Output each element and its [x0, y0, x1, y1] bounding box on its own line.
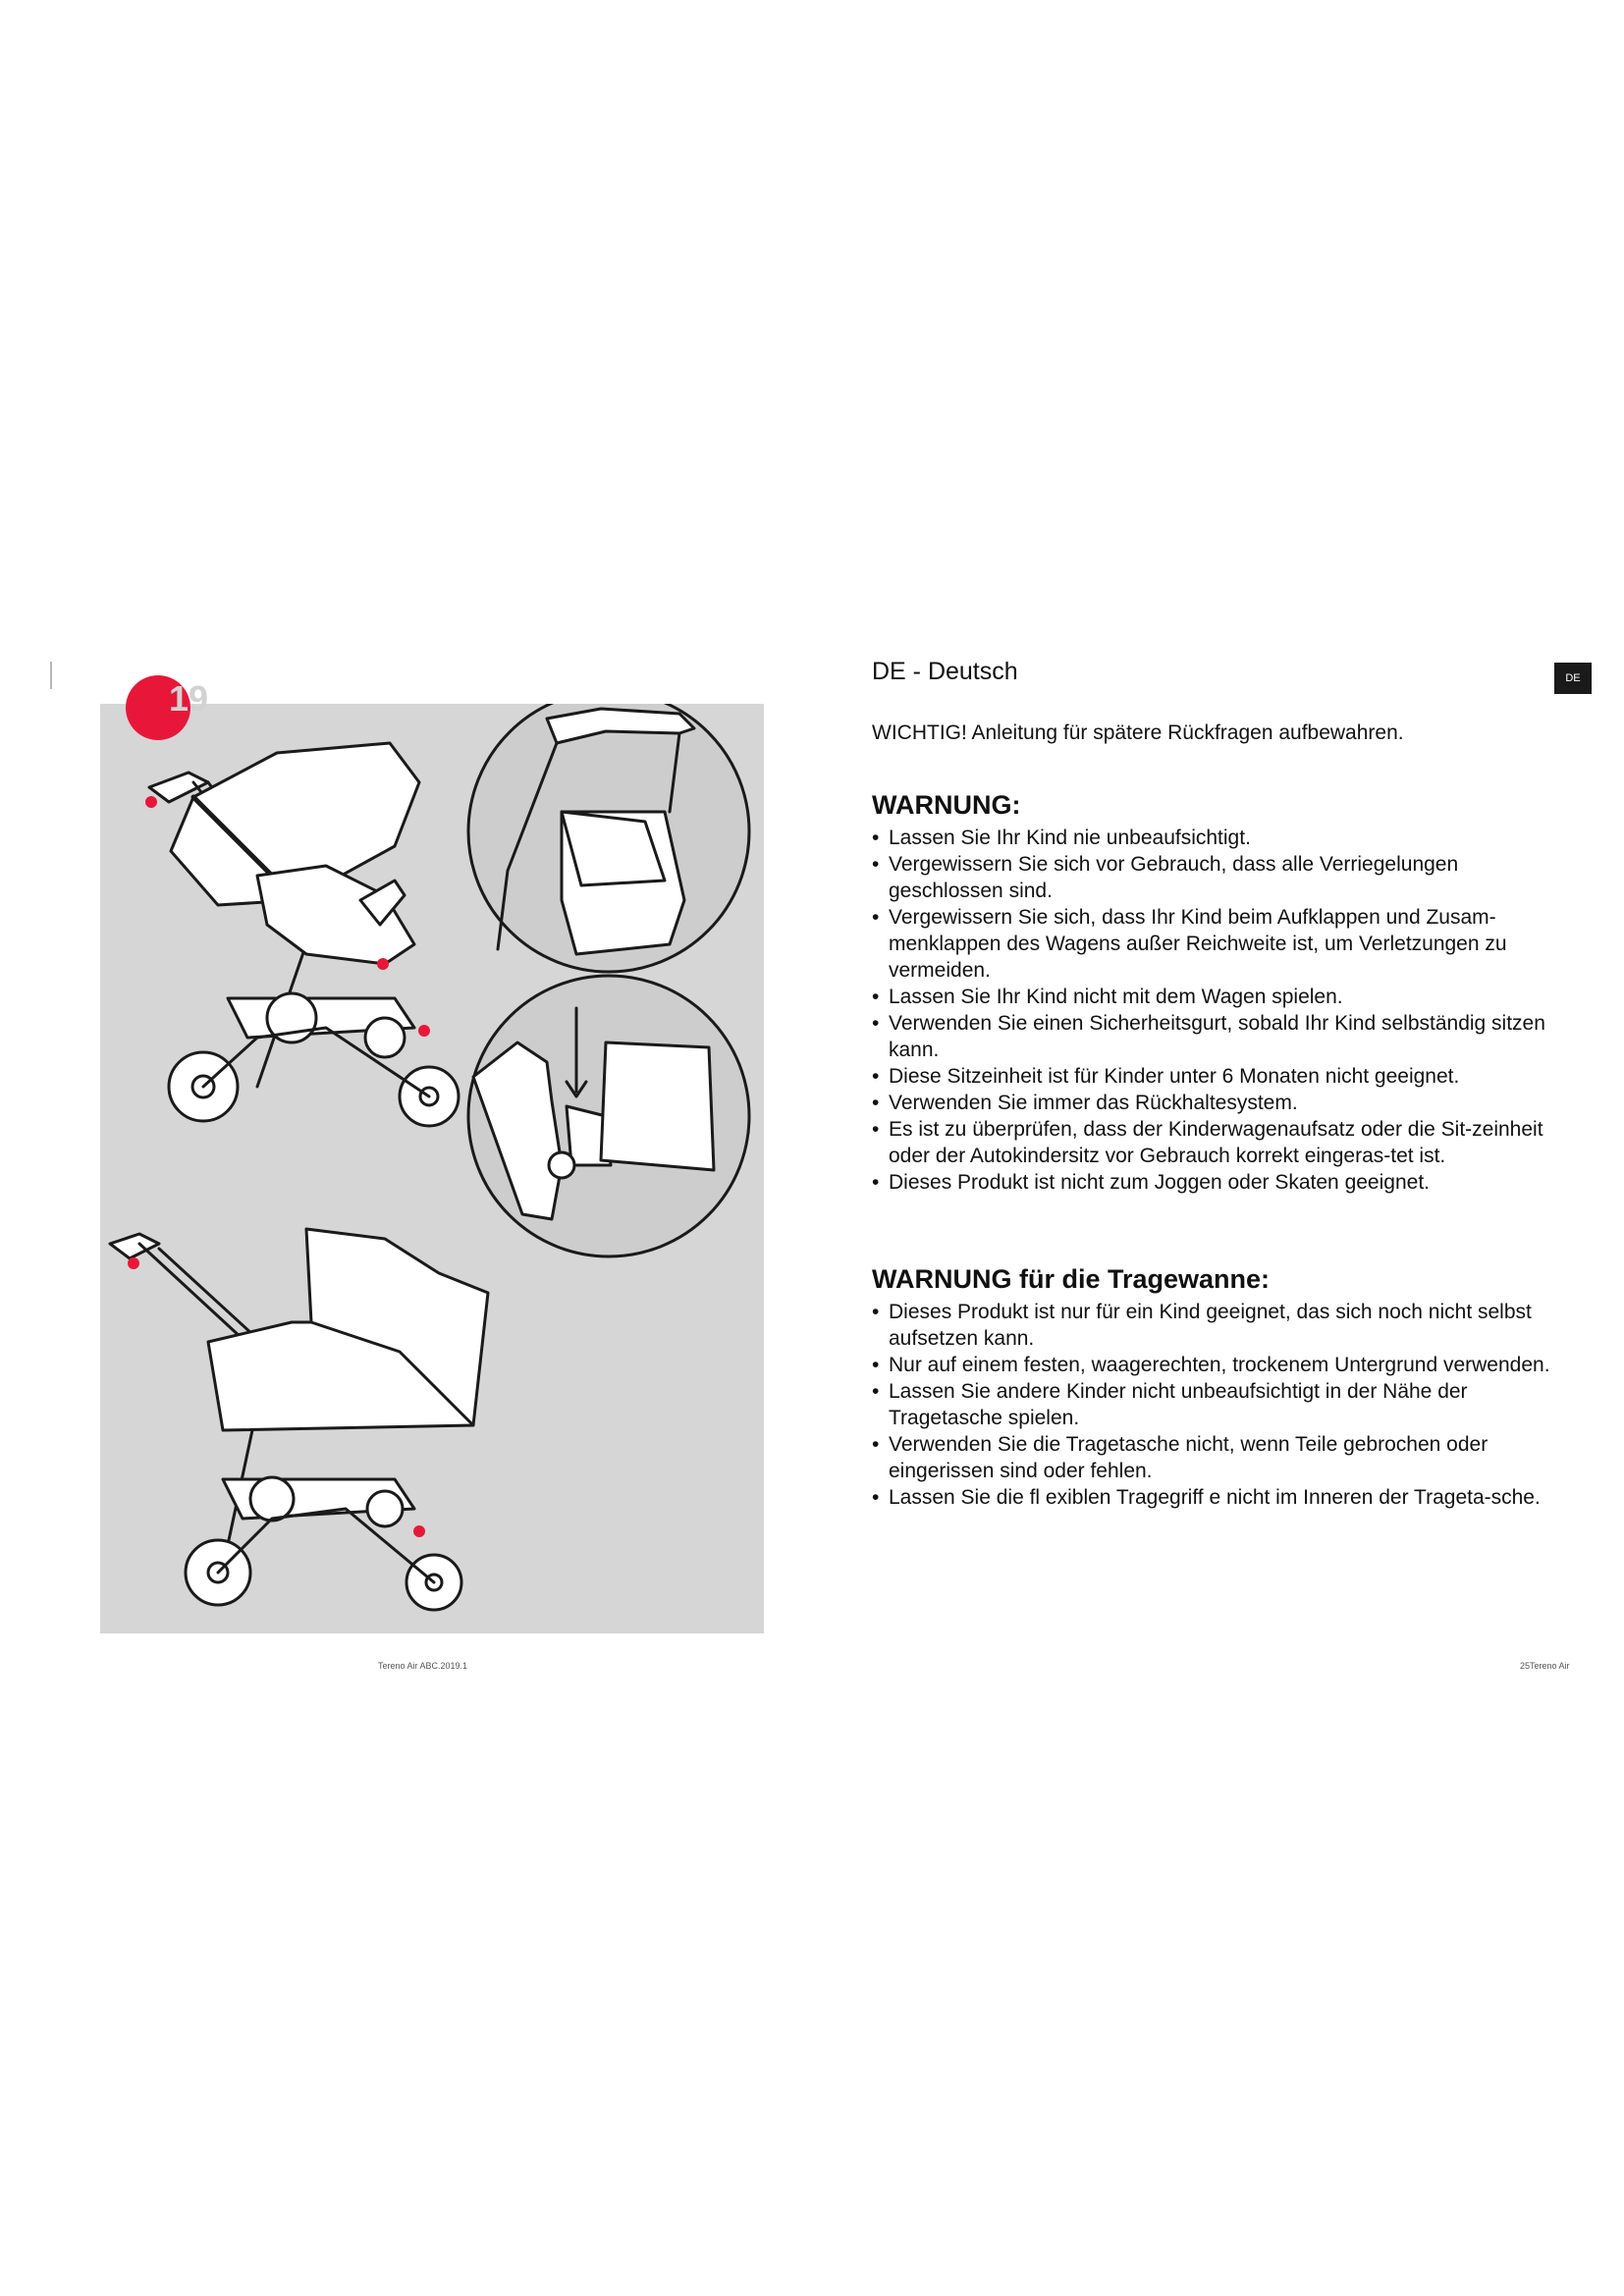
- important-note: WICHTIG! Anleitung für spätere Rückfragen aufbewahren.: [872, 721, 1404, 744]
- stroller-carrycot-drawing: [110, 1229, 488, 1610]
- warning-section: [872, 791, 1559, 1196]
- carrycot-warning-list: [872, 1299, 1559, 1511]
- carrycot-warning-item: • Verwenden Sie die Tragetasche nicht, wenn Teile gebrochen oder eingerissen sind oder fehlen.: [872, 1431, 1559, 1484]
- detail-circle-lock-drawing: [468, 976, 749, 1256]
- warning-list: [872, 825, 1559, 1196]
- carrycot-warning-section: [872, 1265, 1559, 1511]
- warning-item: • Verwenden Sie immer das Rückhaltesystem.: [872, 1090, 1559, 1116]
- warning-item: • Verwenden Sie einen Sicherheitsgurt, sobald Ihr Kind selbständig sitzen kann.: [872, 1010, 1559, 1063]
- carrycot-warning-item: • Lassen Sie die fl exiblen Tragegriff e nicht im Inneren der Trageta-sche.: [872, 1484, 1559, 1511]
- stroller-seat-unit-drawing: [149, 743, 459, 1126]
- illustration-panel: [100, 704, 764, 1633]
- stroller-illustrations: [100, 704, 764, 1633]
- warning-title: WARNUNG:: [872, 790, 1021, 820]
- carrycot-warning-item: • Nur auf einem festen, waagerechten, trockenem Untergrund verwenden.: [872, 1352, 1559, 1378]
- release-marker: [128, 1257, 139, 1269]
- step-number: 19: [169, 678, 209, 719]
- warning-item: • Es ist zu überprüfen, dass der Kinderwagenaufsatz oder die Sit-zeinheit oder der Autokindersitz vor Gebrauch korrekt eingeras-tet ist.: [872, 1116, 1559, 1169]
- language-tab: DE: [1554, 663, 1592, 694]
- release-marker: [377, 958, 389, 970]
- language-heading: DE - Deutsch: [872, 658, 1018, 685]
- release-marker: [145, 796, 157, 808]
- detail-circle-bag-drawing: [468, 704, 749, 972]
- warning-item: • Vergewissern Sie sich, dass Ihr Kind beim Aufklappen und Zusam-menklappen des Wagens außer Reichweite ist, um Verletzungen zu vermeiden.: [872, 904, 1559, 984]
- release-marker: [413, 1525, 425, 1537]
- carrycot-warning-item: • Dieses Produkt ist nur für ein Kind geeignet, das sich noch nicht selbst aufsetzen kann.: [872, 1299, 1559, 1352]
- footer-left: Tereno Air ABC.2019.1: [378, 1661, 468, 1671]
- release-marker: [418, 1025, 430, 1037]
- warning-item: • Lassen Sie Ihr Kind nicht mit dem Wagen spielen.: [872, 984, 1559, 1010]
- warning-item: • Vergewissern Sie sich vor Gebrauch, dass alle Verriegelungen geschlossen sind.: [872, 851, 1559, 904]
- carrycot-warning-item: • Lassen Sie andere Kinder nicht unbeaufsichtigt in der Nähe der Tragetasche spielen.: [872, 1378, 1559, 1431]
- carrycot-warning-title: WARNUNG für die Tragewanne:: [872, 1264, 1271, 1294]
- warning-item: • Diese Sitzeinheit ist für Kinder unter 6 Monaten nicht geeignet.: [872, 1063, 1559, 1090]
- margin-mark: [50, 662, 52, 689]
- warning-item: • Lassen Sie Ihr Kind nie unbeaufsichtigt.: [872, 825, 1559, 851]
- warning-item: • Dieses Produkt ist nicht zum Joggen oder Skaten geeignet.: [872, 1169, 1559, 1196]
- footer-right: 25Tereno Air: [1520, 1661, 1570, 1671]
